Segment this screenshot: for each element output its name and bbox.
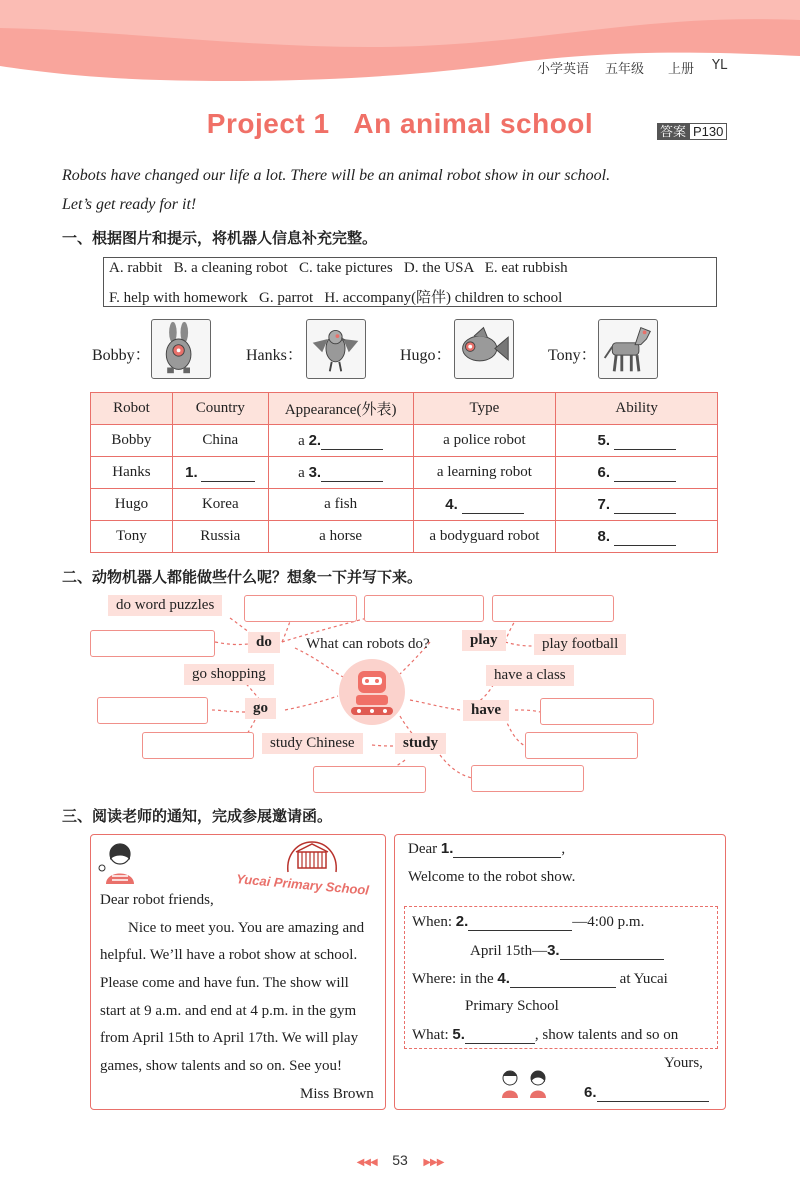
table-row (91, 457, 718, 489)
header-edition: YL (712, 58, 728, 73)
cell-robot: Tony (91, 521, 173, 553)
answer-box[interactable] (97, 697, 208, 724)
prev-arrows-icon: ◀◀◀ (356, 1157, 377, 1168)
hub-play: play (462, 630, 506, 651)
invitation-welcome: Welcome to the robot show. (408, 869, 576, 885)
cell-appearance (268, 457, 413, 489)
header-volume: 上册 (668, 62, 695, 77)
answer-box[interactable] (244, 595, 357, 622)
header-grade: 五年级 (605, 62, 645, 77)
answer-box[interactable] (540, 698, 654, 725)
rabbit-robot-icon (151, 319, 211, 379)
hub-go: go (245, 698, 276, 719)
yours: Yours, (664, 1055, 703, 1071)
example-play-football: play football (534, 634, 626, 655)
blank-number-2: 2. (308, 431, 322, 449)
cell-type: a police robot (413, 425, 556, 457)
notice-signature: Miss Brown (300, 1086, 374, 1102)
answer-badge-label: 答案 (657, 123, 689, 140)
cell-country: Russia (172, 521, 268, 553)
notice-greeting: Dear robot friends, (100, 892, 214, 908)
section1-heading: 一、根据图片和提示，将机器人信息补充完整。 (62, 229, 378, 247)
blank-number-1: 1. (185, 463, 198, 481)
cell-type: a bodyguard robot (413, 521, 556, 553)
appearance-prefix: a (298, 432, 305, 449)
blank-1[interactable] (201, 465, 255, 482)
blank-5[interactable] (614, 433, 676, 450)
children-icon (496, 1068, 554, 1100)
cell-robot: Hugo (91, 489, 173, 521)
when-end: —4:00 p.m. (572, 914, 645, 930)
dear-comma: , (561, 841, 566, 857)
parrot-robot-icon (306, 319, 366, 379)
robot-label-hanks: Hanks： (246, 347, 303, 364)
notice-line: Nice to meet you. You are amazing and (128, 920, 365, 936)
answer-box[interactable] (364, 595, 484, 622)
robot-label-hugo: Hugo： (400, 347, 452, 364)
table-header: Appearance(外表) (268, 393, 413, 425)
blank-number-3: 3. (547, 942, 560, 959)
answer-badge[interactable] (657, 121, 727, 140)
table-header: Robot (91, 393, 173, 425)
what-label: What: (412, 1027, 449, 1043)
answer-box[interactable] (313, 766, 426, 793)
school-name: Yucai Primary School (235, 871, 370, 898)
blank-7[interactable] (614, 497, 676, 514)
where-end: at Yucai (619, 971, 668, 987)
invite-blank-5[interactable] (465, 1027, 535, 1044)
table-header: Type (413, 393, 556, 425)
answer-box[interactable] (471, 765, 584, 792)
center-question: What can robots do? (306, 636, 430, 652)
cell-appearance: a horse (268, 521, 413, 553)
blank-number-3: 3. (308, 463, 322, 481)
blank-3[interactable] (321, 465, 383, 482)
example-study-chinese: study Chinese (262, 733, 363, 754)
page-number: 53 (392, 1152, 408, 1168)
header-subject: 小学英语 (537, 62, 590, 77)
notice-line: from April 15th to April 17th. We will play (100, 1030, 359, 1046)
blank-number-8: 8. (597, 527, 611, 545)
when-label: When: (412, 914, 452, 930)
hub-do: do (248, 632, 280, 653)
table-row (91, 489, 718, 521)
table-row (91, 425, 718, 457)
hub-study: study (395, 733, 446, 754)
date-prefix: April 15th— (470, 943, 548, 959)
cell-type: a learning robot (413, 457, 556, 489)
invite-blank-3[interactable] (560, 943, 664, 960)
section2-heading: 二、动物机器人都能做些什么呢？想象一下并写下来。 (62, 568, 423, 586)
cell-ability (556, 457, 718, 489)
where-line (412, 970, 668, 988)
cell-type (413, 489, 556, 521)
answer-badge-page: P130 (689, 123, 727, 140)
cell-country: Korea (172, 489, 268, 521)
invite-blank-6[interactable] (597, 1085, 709, 1102)
blank-6[interactable] (614, 465, 676, 482)
robot-icon (333, 657, 411, 727)
when-line (412, 913, 644, 931)
page-footer (0, 1152, 800, 1168)
blank-4[interactable] (462, 497, 524, 514)
example-do-word-puzzles: do word puzzles (108, 595, 222, 616)
teacher-icon (96, 838, 144, 886)
cell-country: China (172, 425, 268, 457)
options-line-2: F. help with homework G. parrot H. accompany(陪伴) children to school (109, 290, 563, 306)
table-header: Ability (556, 393, 718, 425)
blank-number-4: 4. (445, 495, 458, 513)
notice-line: Please come and have fun. The show will (100, 975, 349, 991)
example-go-shopping: go shopping (184, 664, 274, 685)
notice-line: games, show talents and so on. See you! (100, 1058, 343, 1074)
robot-label-tony: Tony： (548, 347, 597, 364)
where-line-2: Primary School (465, 998, 559, 1014)
blank-number-5: 5. (597, 431, 611, 449)
table-row (91, 521, 718, 553)
cell-robot: Bobby (91, 425, 173, 457)
intro-line-1: Robots have changed our life a lot. There will be an animal robot show in our school. (62, 167, 611, 184)
where-label: Where: in the (412, 971, 494, 987)
fish-robot-icon (454, 319, 514, 379)
answer-box[interactable] (525, 732, 638, 759)
what-line (412, 1026, 678, 1044)
school-emblem-icon (282, 838, 342, 876)
answer-box[interactable] (142, 732, 254, 759)
blank-8[interactable] (614, 529, 676, 546)
cell-appearance: a fish (268, 489, 413, 521)
hub-have: have (463, 700, 509, 721)
notice-line: helpful. We’ll have a robot show at school. (100, 947, 358, 963)
example-have-a-class: have a class (486, 665, 574, 686)
cell-ability (556, 489, 718, 521)
table-header-row (91, 393, 718, 425)
page-title: Project 1 An animal school (206, 108, 594, 139)
answer-box[interactable] (492, 595, 614, 622)
robot-label-bobby: Bobby： (92, 347, 151, 364)
blank-number-5: 5. (452, 1026, 465, 1043)
blank-number-4: 4. (497, 970, 510, 987)
section3-heading: 三、阅读老师的通知，完成参展邀请函。 (62, 807, 333, 825)
cell-appearance (268, 425, 413, 457)
blank-number-6: 6. (584, 1084, 597, 1101)
invite-blank-1[interactable] (453, 841, 561, 858)
invitation-dear-line (408, 840, 565, 858)
answer-box[interactable] (90, 630, 215, 657)
invite-blank-4[interactable] (510, 971, 616, 988)
cell-country (172, 457, 268, 489)
table-header: Country (172, 393, 268, 425)
invite-blank-2[interactable] (468, 914, 572, 931)
notice-line: start at 9 a.m. and end at 4 p.m. in the gym (100, 1003, 357, 1019)
blank-2[interactable] (321, 433, 383, 450)
appearance-prefix: a (298, 464, 305, 481)
signature-line (584, 1084, 709, 1102)
blank-number-7: 7. (597, 495, 611, 513)
options-box (103, 257, 717, 307)
cell-ability (556, 425, 718, 457)
horse-robot-icon (598, 319, 658, 379)
cell-ability (556, 521, 718, 553)
next-arrows-icon: ▶▶▶ (423, 1157, 444, 1168)
dear-label: Dear (408, 841, 438, 857)
date-line (470, 942, 664, 960)
blank-number-2: 2. (455, 913, 469, 930)
robot-info-table (90, 392, 718, 553)
cell-robot: Hanks (91, 457, 173, 489)
options-line-1: A. rabbit B. a cleaning robot C. take pictures D. the USA E. eat rubbish (109, 260, 568, 276)
intro-line-2: Let’s get ready for it! (62, 196, 197, 213)
blank-number-1: 1. (440, 840, 454, 857)
blank-number-6: 6. (597, 463, 611, 481)
what-end: , show talents and so on (534, 1027, 679, 1043)
